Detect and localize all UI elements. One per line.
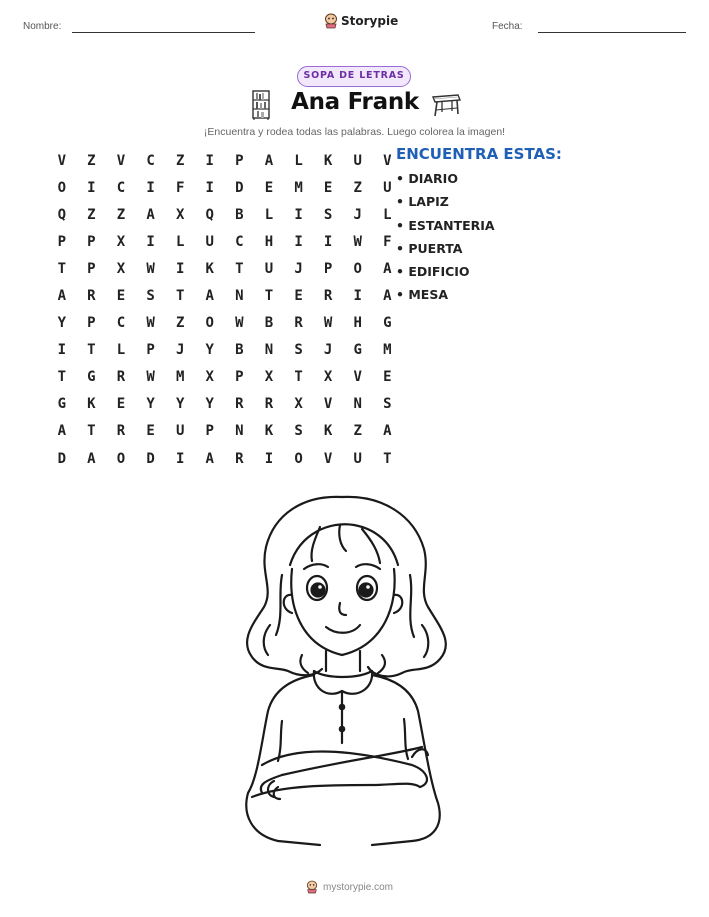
grid-letter[interactable]: O <box>116 450 126 467</box>
grid-letter[interactable]: T <box>87 342 96 359</box>
grid-letter[interactable]: R <box>235 450 244 467</box>
grid-letter[interactable]: N <box>235 423 244 440</box>
grid-letter[interactable]: B <box>235 342 244 359</box>
grid-letter[interactable]: U <box>264 260 274 277</box>
grid-letter[interactable]: P <box>146 342 155 359</box>
grid-letter[interactable]: Z <box>116 206 126 223</box>
grid-letter[interactable]: A <box>57 288 67 305</box>
grid-letter[interactable]: Z <box>353 179 362 196</box>
grid-letter[interactable]: D <box>146 450 155 467</box>
grid-letter[interactable]: Y <box>57 315 67 332</box>
grid-letter[interactable]: L <box>116 342 126 359</box>
grid-letter[interactable]: N <box>235 288 244 305</box>
grid-letter[interactable]: H <box>353 315 362 332</box>
grid-letter[interactable]: P <box>87 315 96 332</box>
grid-letter[interactable]: X <box>116 260 126 277</box>
grid-letter[interactable]: U <box>383 179 392 196</box>
grid-letter[interactable]: I <box>205 152 214 169</box>
storypie-logo-icon <box>306 880 318 894</box>
grid-letter[interactable]: R <box>235 396 244 413</box>
grid-letter[interactable]: X <box>264 369 274 386</box>
grid-letter[interactable]: U <box>205 233 214 250</box>
grid-letter[interactable]: R <box>116 423 126 440</box>
grid-letter[interactable]: O <box>353 260 362 277</box>
grid-letter[interactable]: L <box>264 206 274 223</box>
grid-letter[interactable]: R <box>87 288 96 305</box>
grid-letter[interactable]: U <box>353 450 362 467</box>
grid-row <box>47 310 402 337</box>
grid-letter[interactable]: Z <box>87 152 96 169</box>
grid-letter[interactable]: L <box>383 206 392 223</box>
grid-letter[interactable]: U <box>353 152 362 169</box>
grid-letter[interactable]: S <box>294 342 303 359</box>
grid-letter[interactable]: W <box>353 233 362 250</box>
footer <box>306 880 393 894</box>
grid-letter[interactable]: A <box>205 288 214 305</box>
word-list-title: ENCUENTRA ESTAS: <box>396 145 562 163</box>
grid-letter[interactable]: S <box>323 206 333 223</box>
grid-letter[interactable]: T <box>57 260 67 277</box>
grid-letter[interactable]: P <box>205 423 214 440</box>
grid-letter[interactable]: D <box>235 179 244 196</box>
bookshelf-icon <box>251 90 271 120</box>
grid-letter[interactable]: Y <box>205 342 214 359</box>
grid-letter[interactable]: J <box>323 342 333 359</box>
grid-letter[interactable]: P <box>57 233 67 250</box>
grid-letter[interactable]: T <box>294 369 303 386</box>
grid-letter[interactable]: W <box>235 315 244 332</box>
grid-row <box>47 255 402 282</box>
grid-letter[interactable]: F <box>175 179 185 196</box>
grid-letter[interactable]: K <box>264 423 274 440</box>
grid-letter[interactable]: V <box>323 396 333 413</box>
grid-letter[interactable]: T <box>235 260 244 277</box>
word-list-item: • DIARIO <box>396 171 458 186</box>
grid-letter[interactable]: R <box>323 288 333 305</box>
grid-letter[interactable]: N <box>264 342 274 359</box>
grid-letter[interactable]: Z <box>353 423 362 440</box>
grid-letter[interactable]: G <box>57 396 67 413</box>
grid-letter[interactable]: T <box>264 288 274 305</box>
grid-letter[interactable]: Z <box>175 152 185 169</box>
word-list-item: • ESTANTERIA <box>396 217 495 233</box>
grid-row <box>47 282 402 309</box>
word-list-item: • MESA <box>396 287 448 303</box>
grid-letter[interactable]: W <box>146 315 155 332</box>
grid-letter[interactable]: A <box>57 423 67 440</box>
grid-letter[interactable]: A <box>383 260 392 277</box>
grid-letter[interactable]: I <box>264 450 274 467</box>
grid-letter[interactable]: S <box>146 288 155 305</box>
grid-letter[interactable]: Y <box>175 396 185 413</box>
grid-letter[interactable]: E <box>294 288 303 305</box>
grid-letter[interactable]: X <box>323 369 333 386</box>
grid-letter[interactable]: A <box>264 152 274 169</box>
grid-letter[interactable]: U <box>175 423 185 440</box>
grid-letter[interactable]: V <box>116 152 126 169</box>
grid-letter[interactable]: V <box>323 450 333 467</box>
grid-row <box>47 201 402 228</box>
grid-letter[interactable]: V <box>57 152 67 169</box>
grid-row <box>47 418 402 445</box>
grid-letter[interactable]: I <box>175 450 185 467</box>
grid-letter[interactable]: B <box>235 206 244 223</box>
grid-letter[interactable]: G <box>87 369 96 386</box>
grid-letter[interactable]: Q <box>205 206 214 223</box>
word-list-item: • LAPIZ <box>396 194 449 210</box>
grid-letter[interactable]: R <box>294 315 303 332</box>
grid-letter[interactable]: R <box>116 369 126 386</box>
grid-letter[interactable]: T <box>87 423 96 440</box>
name-line[interactable] <box>72 32 255 33</box>
grid-row <box>47 174 402 201</box>
grid-letter[interactable]: J <box>353 206 362 223</box>
word-list-item: • PUERTA <box>396 240 463 256</box>
grid-letter[interactable]: Z <box>87 206 96 223</box>
grid-letter[interactable]: C <box>116 179 126 196</box>
grid-letter[interactable]: X <box>294 396 303 413</box>
letter-grid <box>47 147 402 472</box>
grid-letter[interactable]: W <box>146 369 155 386</box>
grid-letter[interactable]: L <box>294 152 303 169</box>
grid-letter[interactable]: K <box>323 152 333 169</box>
grid-letter[interactable]: C <box>235 233 244 250</box>
grid-letter[interactable]: O <box>205 315 214 332</box>
grid-letter[interactable]: O <box>57 179 67 196</box>
grid-letter[interactable]: I <box>353 288 362 305</box>
page-title: Ana Frank <box>291 89 419 115</box>
grid-letter[interactable]: E <box>383 369 392 386</box>
grid-letter[interactable]: A <box>205 450 214 467</box>
grid-letter[interactable]: V <box>353 369 362 386</box>
grid-letter[interactable]: S <box>294 423 303 440</box>
grid-letter[interactable]: E <box>116 288 126 305</box>
grid-letter[interactable]: E <box>264 179 274 196</box>
grid-letter[interactable]: I <box>323 233 333 250</box>
grid-letter[interactable]: Z <box>175 315 185 332</box>
grid-letter[interactable]: I <box>205 179 214 196</box>
grid-letter[interactable]: Y <box>205 396 214 413</box>
girl-coloring-illustration <box>222 485 462 865</box>
grid-letter[interactable]: K <box>323 423 333 440</box>
grid-letter[interactable]: E <box>146 423 155 440</box>
grid-letter[interactable]: I <box>294 233 303 250</box>
grid-letter[interactable]: E <box>116 396 126 413</box>
grid-letter[interactable]: T <box>57 369 67 386</box>
grid-letter[interactable]: J <box>175 342 185 359</box>
grid-letter[interactable]: Y <box>146 396 155 413</box>
brand-name: Storypie <box>341 14 399 28</box>
grid-letter[interactable]: V <box>383 152 392 169</box>
grid-letter[interactable]: I <box>294 206 303 223</box>
worksheet-type-badge: SOPA DE LETRAS <box>297 66 411 87</box>
grid-letter[interactable]: D <box>57 450 67 467</box>
grid-letter[interactable]: S <box>383 396 392 413</box>
grid-letter[interactable]: I <box>175 260 185 277</box>
grid-letter[interactable]: I <box>146 233 155 250</box>
footer-site-link[interactable]: mystorypie.com <box>323 881 394 893</box>
word-list <box>396 171 495 311</box>
grid-letter[interactable]: G <box>353 342 362 359</box>
grid-letter[interactable]: L <box>175 233 185 250</box>
grid-letter[interactable]: I <box>146 179 155 196</box>
grid-letter[interactable]: O <box>294 450 303 467</box>
grid-letter[interactable]: P <box>323 260 333 277</box>
grid-row <box>47 364 402 391</box>
grid-letter[interactable]: A <box>383 423 392 440</box>
instructions-text: ¡Encuentra y rodea todas las palabras. Luego colorea la imagen! <box>203 126 506 138</box>
grid-letter[interactable]: W <box>323 315 333 332</box>
grid-letter[interactable]: J <box>294 260 303 277</box>
grid-letter[interactable]: P <box>87 233 96 250</box>
grid-letter[interactable]: C <box>116 315 126 332</box>
grid-row <box>47 228 402 255</box>
grid-letter[interactable]: A <box>87 450 96 467</box>
grid-letter[interactable]: I <box>57 342 67 359</box>
grid-letter[interactable]: M <box>294 179 303 196</box>
table-icon <box>430 91 462 117</box>
grid-letter[interactable]: M <box>175 369 185 386</box>
grid-row <box>47 337 402 364</box>
grid-letter[interactable]: H <box>264 233 274 250</box>
grid-letter[interactable]: Q <box>57 206 67 223</box>
grid-letter[interactable]: T <box>175 288 185 305</box>
date-line[interactable] <box>538 32 686 33</box>
date-label: Fecha: <box>492 21 523 32</box>
name-label: Nombre: <box>23 21 62 32</box>
grid-letter[interactable]: X <box>175 206 185 223</box>
grid-letter[interactable]: B <box>264 315 274 332</box>
grid-letter[interactable]: E <box>323 179 333 196</box>
grid-letter[interactable]: C <box>146 152 155 169</box>
grid-letter[interactable]: G <box>383 315 392 332</box>
word-list-item: • EDIFICIO <box>396 264 470 280</box>
grid-letter[interactable]: M <box>383 342 392 359</box>
grid-letter[interactable]: T <box>383 450 392 467</box>
grid-row <box>47 147 402 174</box>
grid-letter[interactable]: I <box>87 179 96 196</box>
grid-letter[interactable]: P <box>235 152 244 169</box>
grid-row <box>47 445 402 472</box>
grid-letter[interactable]: K <box>87 396 96 413</box>
grid-letter[interactable]: X <box>205 369 214 386</box>
grid-letter[interactable]: X <box>116 233 126 250</box>
grid-letter[interactable]: A <box>146 206 155 223</box>
grid-letter[interactable]: P <box>235 369 244 386</box>
grid-letter[interactable]: R <box>264 396 274 413</box>
grid-letter[interactable]: A <box>383 288 392 305</box>
grid-letter[interactable]: N <box>353 396 362 413</box>
storypie-logo-icon <box>324 13 338 29</box>
grid-letter[interactable]: W <box>146 260 155 277</box>
grid-letter[interactable]: P <box>87 260 96 277</box>
grid-letter[interactable]: K <box>205 260 214 277</box>
grid-row <box>47 391 402 418</box>
grid-letter[interactable]: F <box>383 233 392 250</box>
storypie-brand <box>324 13 398 29</box>
